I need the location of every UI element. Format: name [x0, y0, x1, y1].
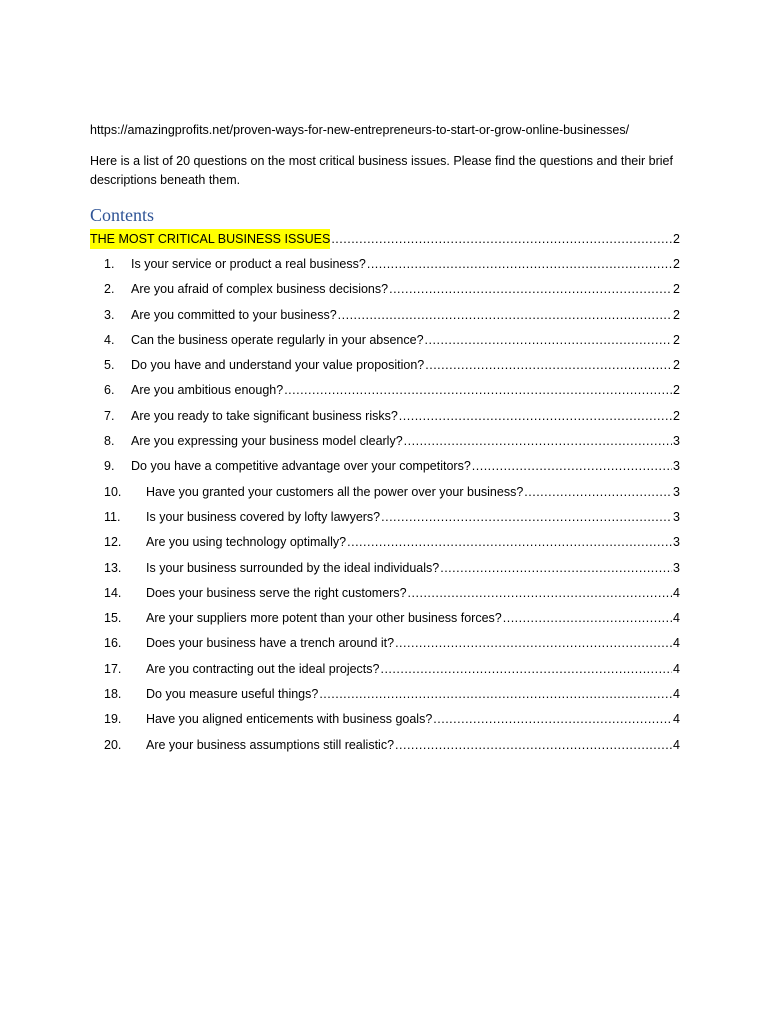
toc-entry[interactable] — [90, 583, 680, 608]
toc-page-number: 3 — [673, 484, 680, 499]
toc-entry-number: 17. — [104, 661, 122, 676]
toc-leader-dots — [425, 355, 672, 375]
toc-entry-title: Have you granted your customers all the power over your business? — [146, 484, 524, 499]
toc-entry-title: Are you ready to take significant business risks? — [131, 408, 398, 423]
toc-entry-main-heading[interactable] — [90, 229, 680, 254]
toc-entry[interactable] — [90, 380, 680, 405]
toc-page-number: 2 — [673, 257, 680, 271]
toc-entry[interactable] — [90, 659, 680, 684]
toc-entry-title: Are you afraid of complex business decisions? — [131, 282, 389, 297]
toc-entry[interactable] — [90, 254, 680, 279]
toc-page-number: 4 — [673, 611, 680, 626]
toc-entry-title: Do you have and understand your value proposition? — [131, 358, 425, 373]
toc-entry-title: Is your business covered by lofty lawyers? — [146, 509, 381, 524]
toc-entry-title: Do you measure useful things? — [146, 687, 319, 702]
toc-entry-number: 11. — [104, 509, 121, 524]
toc-entry-title: Are your suppliers more potent than your other business forces? — [146, 611, 502, 626]
toc-leader-dots — [433, 709, 672, 729]
toc-leader-dots — [338, 305, 672, 325]
toc-entry-title: Is your service or product a real business? — [131, 257, 366, 271]
toc-entry-number: 3. — [104, 307, 115, 322]
toc-leader-dots — [367, 254, 672, 274]
toc-leader-dots — [399, 406, 672, 426]
toc-entry-number: 8. — [104, 434, 115, 449]
toc-entry-number: 5. — [104, 358, 115, 373]
toc-entry-number: 7. — [104, 408, 115, 423]
toc-leader-dots — [380, 659, 672, 679]
toc-entry-number: 16. — [104, 636, 122, 651]
toc-entry-number: 13. — [104, 560, 122, 575]
toc-entry[interactable] — [90, 305, 680, 330]
toc-entry[interactable] — [90, 684, 680, 709]
toc-page-number: 3 — [673, 509, 680, 524]
toc-entry[interactable] — [90, 532, 680, 557]
toc-page-number: 2 — [673, 282, 680, 297]
toc-entry[interactable] — [90, 558, 680, 583]
toc-entry[interactable] — [90, 406, 680, 431]
toc-entry-title: Are you ambitious enough? — [131, 383, 284, 398]
toc-leader-dots — [395, 735, 672, 755]
toc-entry-title: Is your business surrounded by the ideal individuals? — [146, 560, 440, 575]
toc-heading-title: THE MOST CRITICAL BUSINESS ISSUES — [90, 229, 330, 249]
toc-page-number: 4 — [673, 712, 680, 727]
toc-page-number: 2 — [673, 358, 680, 373]
toc-entry[interactable] — [90, 431, 680, 456]
toc-page-number: 4 — [673, 737, 680, 752]
toc-leader-dots — [347, 532, 672, 552]
toc-entry-number: 10. — [104, 484, 122, 499]
intro-paragraph: Here is a list of 20 questions on the most critical business issues. Please find the questions and their brief descriptions beneath them. — [90, 154, 673, 187]
toc-leader-dots — [331, 229, 672, 249]
toc-entry[interactable] — [90, 456, 680, 481]
toc-entry-number: 4. — [104, 332, 115, 347]
toc-leader-dots — [284, 380, 672, 400]
toc-entry[interactable] — [90, 507, 680, 532]
toc-entry[interactable] — [90, 482, 680, 507]
toc-entry-title: Can the business operate regularly in your absence? — [131, 332, 424, 347]
toc-entry-title: Are you contracting out the ideal projects? — [146, 661, 380, 676]
toc-page-number: 2 — [673, 383, 680, 398]
toc-entry-title: Are you using technology optimally? — [146, 535, 347, 550]
toc-page-number: 3 — [673, 459, 680, 474]
toc-entry-number: 19. — [104, 712, 122, 727]
toc-leader-dots — [524, 482, 672, 502]
toc-entry-number: 18. — [104, 687, 122, 702]
toc-entry-number: 2. — [104, 282, 115, 297]
source-url[interactable]: https://amazingprofits.net/proven-ways-for-new-entrepreneurs-to-start-or-grow-online-businesses/ — [90, 123, 630, 137]
toc-entry-number: 15. — [104, 611, 122, 626]
toc-entry[interactable] — [90, 735, 680, 760]
toc-entry-title: Are you committed to your business? — [131, 307, 337, 322]
toc-leader-dots — [395, 633, 672, 653]
toc-entry-title: Are you expressing your business model clearly? — [131, 434, 403, 449]
toc-page-number: 2 — [673, 332, 680, 347]
toc-page-number: 2 — [673, 408, 680, 423]
toc-page-number: 2 — [673, 307, 680, 322]
toc-page-number: 4 — [673, 636, 680, 651]
toc-entry[interactable] — [90, 330, 680, 355]
toc-leader-dots — [404, 431, 672, 451]
table-of-contents — [90, 229, 680, 760]
toc-entry[interactable] — [90, 355, 680, 380]
toc-page-number: 2 — [673, 232, 680, 246]
toc-entry-number: 20. — [104, 737, 122, 752]
toc-leader-dots — [472, 456, 672, 476]
toc-entry-title: Do you have a competitive advantage over your competitors? — [131, 459, 471, 474]
toc-page-number: 4 — [673, 585, 680, 600]
toc-page-number: 3 — [673, 434, 680, 449]
toc-leader-dots — [503, 608, 672, 628]
toc-entry-number: 6. — [104, 383, 115, 398]
toc-entry-number: 14. — [104, 585, 122, 600]
toc-leader-dots — [440, 558, 672, 578]
toc-entry-title: Does your business have a trench around it? — [146, 636, 395, 651]
toc-leader-dots — [425, 330, 673, 350]
toc-leader-dots — [319, 684, 672, 704]
toc-page-number: 4 — [673, 661, 680, 676]
toc-entry[interactable] — [90, 633, 680, 658]
toc-leader-dots — [389, 279, 672, 299]
toc-entry-title: Have you aligned enticements with business goals? — [146, 712, 433, 727]
toc-page-number: 3 — [673, 560, 680, 575]
toc-leader-dots — [408, 583, 673, 603]
toc-page-number: 3 — [673, 535, 680, 550]
toc-entry[interactable] — [90, 709, 680, 734]
toc-entry-number: 12. — [104, 535, 122, 550]
toc-entry-number: 1. — [104, 257, 115, 271]
toc-entry-title: Are your business assumptions still realistic? — [146, 737, 395, 752]
toc-entry-title: Does your business serve the right customers? — [146, 585, 407, 600]
toc-entry[interactable] — [90, 608, 680, 633]
toc-entry[interactable] — [90, 279, 680, 304]
contents-heading: Contents — [90, 205, 155, 225]
toc-leader-dots — [381, 507, 672, 527]
toc-page-number: 4 — [673, 687, 680, 702]
toc-entry-number: 9. — [104, 459, 115, 474]
